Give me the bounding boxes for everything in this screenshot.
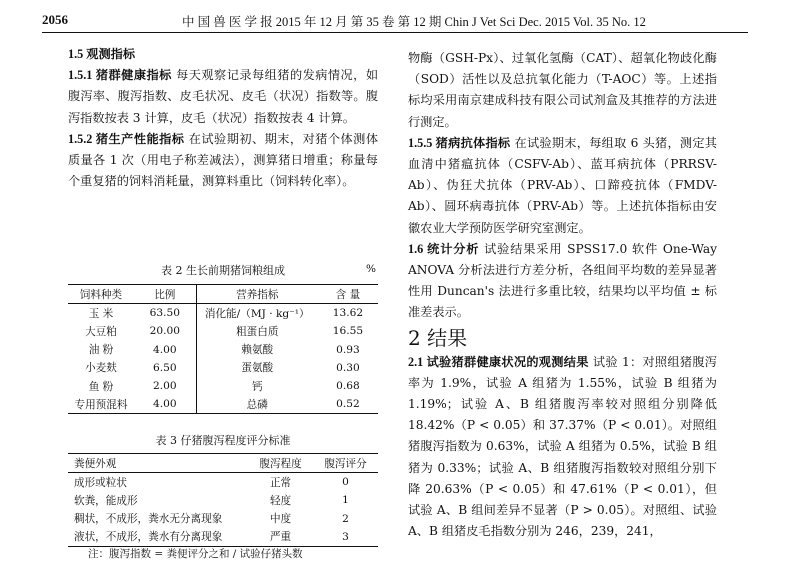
table-3-header-cell: 腹泻评分 xyxy=(313,454,378,473)
table-3-header-row xyxy=(68,454,378,473)
section-1-5-5-heading: 1.5.5 猪病抗体指标 xyxy=(408,135,511,150)
table-2-header-cell: 饲料种类 xyxy=(68,285,134,304)
table-row xyxy=(68,377,378,395)
table-cell: 鱼 粉 xyxy=(88,380,114,393)
table-cell: 13.62 xyxy=(332,307,364,320)
table-cell: 0.30 xyxy=(336,361,360,374)
left-column xyxy=(68,44,378,192)
paragraph-antioxidant: 物酶（GSH-Px）、过氧化氢酶（CAT）、超氧化物歧化酶（SOD）活性以及总抗氧化能力（T-AOC）等。上述指标均采用南京建成科技有限公司试剂盒及其推荐的方法进行测定。 xyxy=(408,51,717,129)
table-cell: 严重 xyxy=(248,528,313,547)
table-row xyxy=(68,395,378,414)
table-cell: 6.50 xyxy=(153,361,177,374)
table-cell: 小麦麸 xyxy=(85,362,117,375)
section-2-1 xyxy=(408,352,717,543)
table-cell: 赖氨酸 xyxy=(196,341,318,359)
table-row xyxy=(68,359,378,377)
table-2-header-cell: 营养指标 xyxy=(196,285,318,304)
table-3-caption xyxy=(68,432,378,448)
right-column xyxy=(408,48,717,542)
table-2-header-cell: 含 量 xyxy=(318,285,378,304)
section-1-5-1-body: 每天观察记录每组猪的发病情况，如腹泻率、腹泻指数、皮毛状况、皮毛（状况）指数等。腹泻指数按表 3 计算，皮毛（状况）指数按表 4 计算。 xyxy=(68,68,379,125)
section-1-5-1 xyxy=(68,65,378,129)
section-2-1-body: 试验 1：对照组猪腹泻率为 1.9%，试验 A 组猪为 1.55%，试验 B 组猪为 1.19%；试验 A、B 组猪腹泻率较对照组分别降低 18.42%（P < 0.05）和 37.37%（P < 0.01）。对照组猪腹泻指数为 0.63%，试验 A 组猪为 0.5%，试验 B 组猪为 0.33%；试验 A、B 组猪腹泻指数较对照组分别下降 20.63%（P < 0.05）和 47.61%（P < 0.01），但试验 A、B 组间差异不显著（P > 0.05）。对照组、试验 A、B 组猪皮毛指数分别为 246，239，241， xyxy=(408,354,717,539)
table-cell: 软粪，能成形 xyxy=(74,494,138,507)
table-cell: 20.00 xyxy=(149,325,180,338)
section-2-1-heading: 2.1 试验猪群健康状况的观测结果 xyxy=(408,354,589,369)
table-2-caption xyxy=(68,262,378,278)
table-3-caption-text: 表 3 仔猪腹泻程度评分标准 xyxy=(155,434,291,447)
table-2-caption-text: 表 2 生长前期猪饲粮组成 xyxy=(161,264,285,277)
table-cell: 4.00 xyxy=(153,343,177,356)
table-cell: 0.52 xyxy=(318,395,378,414)
table-3-header-cell: 粪便外观 xyxy=(68,454,248,473)
section-1-5-2 xyxy=(68,129,378,193)
table-cell: 0 xyxy=(342,476,349,489)
table-cell: 0.68 xyxy=(336,380,360,393)
table-cell: 1 xyxy=(342,494,349,507)
table-3-note: 注：腹泻指数 = 粪便评分之和 / 试验仔猪头数 xyxy=(88,548,303,560)
table-cell: 2 xyxy=(342,512,349,525)
section-1-5-2-heading: 1.5.2 猪生产性能指标 xyxy=(68,131,185,146)
table-cell: 0.93 xyxy=(336,343,360,356)
table-cell: 玉 米 xyxy=(88,307,114,320)
table-cell: 3 xyxy=(313,528,378,547)
table-2-unit: % xyxy=(366,263,376,275)
table-cell: 稠状，不成形，粪水无分离现象 xyxy=(74,513,223,526)
section-1-5-5 xyxy=(408,133,717,239)
table-2 xyxy=(68,284,378,414)
table-2-header-row xyxy=(68,285,378,304)
page-number: 2056 xyxy=(42,12,68,27)
table-row xyxy=(68,510,378,528)
table-cell: 消化能/（MJ · kg⁻¹） xyxy=(196,304,318,323)
table-row xyxy=(68,473,378,492)
table-cell: 轻度 xyxy=(269,494,292,507)
table-row xyxy=(68,304,378,323)
table-cell: 16.55 xyxy=(332,325,364,338)
page-header xyxy=(42,10,748,32)
table-row xyxy=(68,491,378,509)
table-cell: 蛋氨酸 xyxy=(196,359,318,377)
table-row xyxy=(68,528,378,547)
table-cell: 总磷 xyxy=(196,395,318,414)
table-cell: 2.00 xyxy=(153,380,177,393)
table-3 xyxy=(68,453,378,547)
section-2-title: 2 结果 xyxy=(408,325,468,350)
table-cell: 大豆粕 xyxy=(85,325,117,338)
table-cell: 油 粉 xyxy=(88,344,114,357)
journal-running-title: 中 国 兽 医 学 报 2015 年 12 月 第 35 卷 第 12 期 Chin J Vet Sci Dec. 2015 Vol. 35 No. 12 xyxy=(182,15,646,29)
table-cell: 63.50 xyxy=(149,307,180,320)
table-cell: 4.00 xyxy=(134,395,196,414)
table-cell: 成形或粒状 xyxy=(74,476,127,489)
section-1-6 xyxy=(408,239,717,324)
table-cell: 粗蛋白质 xyxy=(196,322,318,340)
table-row xyxy=(68,322,378,340)
table-cell: 钙 xyxy=(196,377,318,395)
section-1-5-2-body: 在试验期初、期末，对猪个体测体质量各 1 次（用电子称差减法），测算猪日增重；称量每个重复猪的饲料消耗量，测算料重比（饲料转化率）。 xyxy=(68,131,379,189)
table-cell: 正常 xyxy=(269,476,292,489)
table-cell: 中度 xyxy=(269,513,292,526)
section-1-5-1-heading: 1.5.1 猪群健康指标 xyxy=(68,68,172,83)
section-1-6-body: 试验结果采用 SPSS17.0 软件 One-Way ANOVA 分析法进行方差分析，各组间平均数的差异显著性用 Duncan's 法进行多重比较，结果均以平均值 ± 标准差表示。 xyxy=(408,241,718,320)
header-rule xyxy=(42,32,748,33)
table-cell: 专用预混料 xyxy=(68,395,134,414)
section-1-5-5-body: 在试验期末，每组取 6 头猪，测定其血清中猪瘟抗体（CSFV-Ab）、蓝耳病抗体（PRRSV-Ab）、伪狂犬抗体（PRV-Ab）、口蹄疫抗体（FMDV-Ab）、圆环病毒抗体（PRV-Ab）等。上述抗体指标由安徽农业大学预防医学研究室测定。 xyxy=(408,135,717,235)
table-2-header-cell: 比例 xyxy=(134,285,196,304)
section-1-5-title: 1.5 观测指标 xyxy=(68,47,136,61)
section-1-6-heading: 1.6 统计分析 xyxy=(408,241,480,256)
table-row xyxy=(68,341,378,359)
table-3-header-cell: 腹泻程度 xyxy=(248,454,313,473)
table-cell: 液状，不成形，粪水有分离现象 xyxy=(68,528,248,547)
